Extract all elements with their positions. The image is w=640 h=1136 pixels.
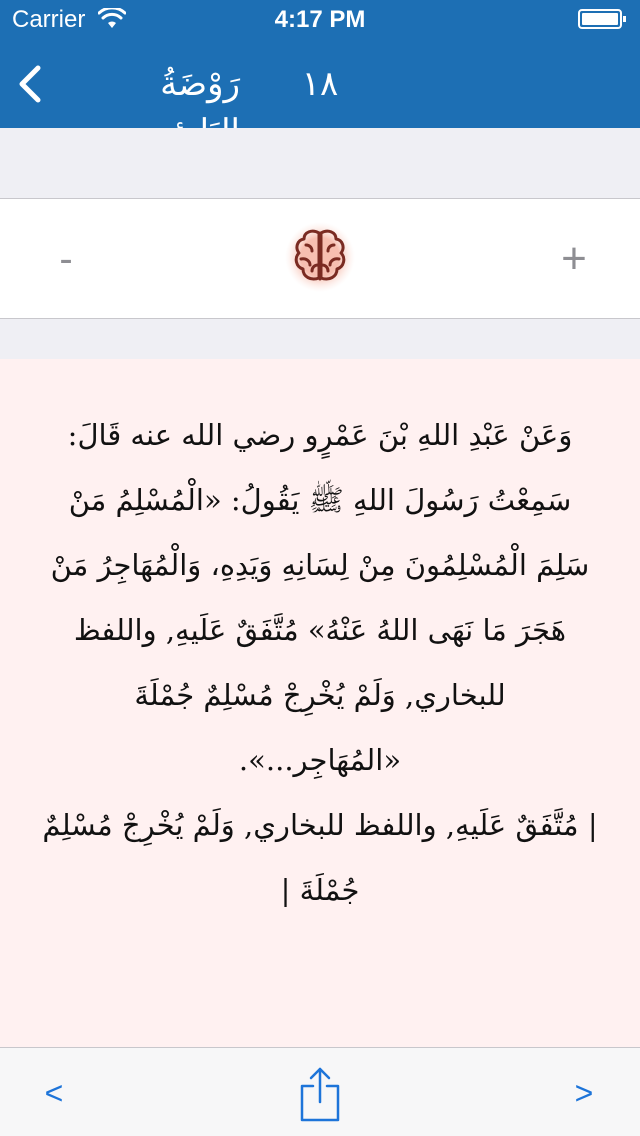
back-button[interactable] — [14, 60, 48, 108]
hadith-number: ١٨ — [301, 64, 339, 104]
battery-icon — [578, 8, 628, 30]
hadith-line: هَجَرَ مَا نَهَى اللهُ عَنْهُ» مُتَّفَقٌ عَلَيهِ, واللفظ — [73, 613, 567, 647]
status-bar — [0, 0, 640, 40]
navigation-bar — [0, 0, 640, 128]
font-size-control — [0, 199, 640, 317]
chevron-left-icon — [22, 68, 38, 100]
hadith-line: سَمِعْتُ رَسُولَ اللهِ ﷺ يَقُولُ: «الْمُسْلِمُ مَنْ — [68, 483, 572, 517]
separator-band-top — [0, 128, 640, 199]
bottom-toolbar — [0, 1047, 640, 1136]
carrier-label: Carrier — [12, 6, 86, 33]
previous-button[interactable]: < — [44, 1075, 64, 1111]
next-button[interactable]: > — [574, 1075, 594, 1111]
decrease-font-button[interactable]: - — [59, 237, 73, 281]
share-icon — [302, 1069, 338, 1120]
hadith-line: | مُتَّفَقٌ عَلَيهِ, واللفظ للبخاري, وَلَمْ يُخْرِجْ مُسْلِمٌ — [42, 808, 598, 842]
brain-icon — [284, 221, 356, 293]
nav-title: رَوْضَةُ — [160, 64, 240, 104]
separator-band-bottom — [0, 318, 640, 360]
share-button[interactable] — [298, 1066, 342, 1122]
hadith-line: وَعَنْ عَبْدِ اللهِ بْنَ عَمْرٍو رضي الله عنه قَالَ: — [67, 418, 573, 452]
hadith-line: جُمْلَةَ | — [280, 873, 360, 907]
status-time: 4:17 PM — [274, 6, 366, 33]
hadith-line: للبخاري, وَلَمْ يُخْرِجْ مُسْلِمٌ جُمْلَةَ — [134, 678, 506, 712]
hadith-line: سَلِمَ الْمُسْلِمُونَ مِنْ لِسَانِهِ وَيَدِهِ، وَالْمُهَاجِرُ مَنْ — [50, 548, 590, 582]
increase-font-button[interactable]: + — [561, 234, 587, 283]
hadith-content — [0, 359, 640, 1047]
hadith-line: «المُهَاجِر...». — [238, 743, 402, 777]
hadith-text — [40, 403, 600, 923]
